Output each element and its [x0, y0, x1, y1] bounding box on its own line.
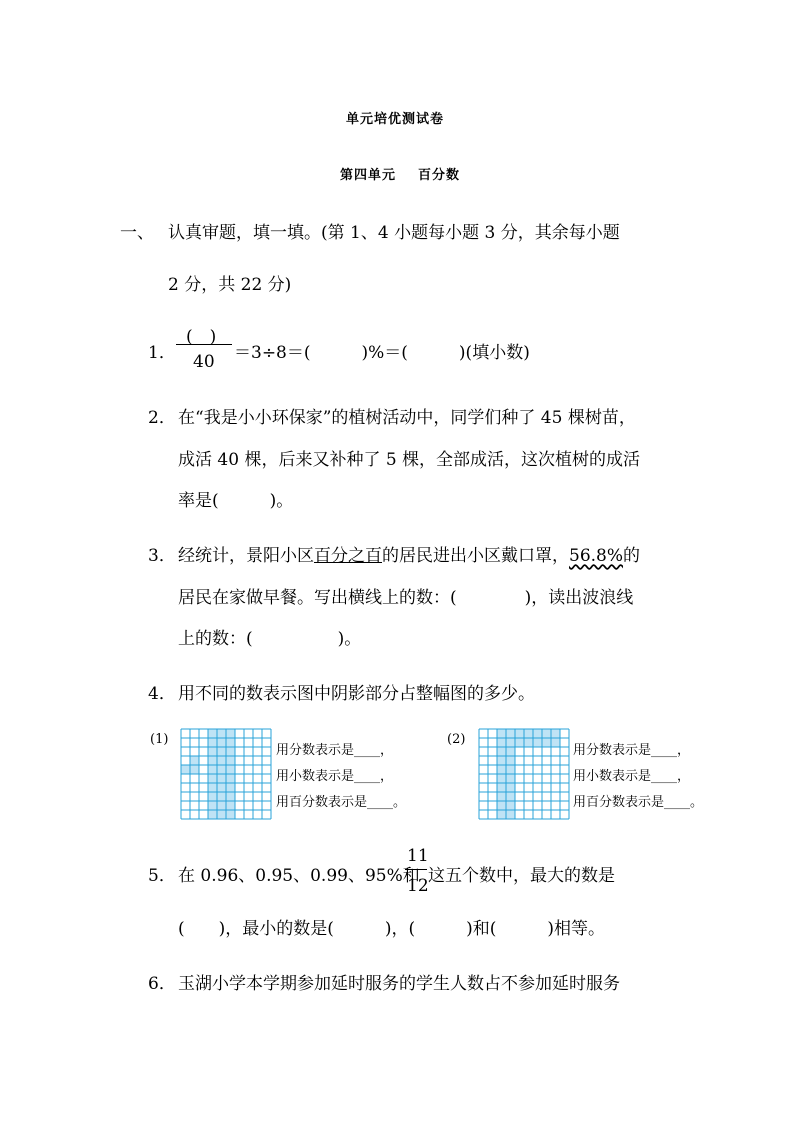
- shaded-cell: [217, 729, 226, 738]
- q3-line2: 居民在家做早餐。写出横线上的数：( )，读出波浪线: [178, 588, 634, 608]
- shaded-cell: [217, 747, 226, 756]
- shaded-cell: [497, 783, 506, 792]
- q1-number: 1．: [148, 343, 176, 363]
- shaded-cell: [208, 729, 217, 738]
- shaded-cell: [533, 738, 542, 747]
- q1-fraction-numerator: ( ): [186, 327, 217, 347]
- shaded-cell: [217, 756, 226, 765]
- shaded-cell: [542, 738, 551, 747]
- shaded-cell: [190, 756, 199, 765]
- shaded-cell: [497, 792, 506, 801]
- shaded-cell: [506, 738, 515, 747]
- shaded-cell: [533, 729, 542, 738]
- shaded-cell: [497, 729, 506, 738]
- q4-number: 4．: [148, 684, 176, 704]
- shaded-cell: [181, 765, 190, 774]
- q6-number: 6．: [148, 974, 176, 994]
- shaded-cell: [217, 792, 226, 801]
- shaded-cell: [217, 738, 226, 747]
- shaded-cell: [217, 810, 226, 819]
- section-number: 一、: [120, 223, 154, 243]
- q5-line1-start: 在 0.96、0.95、0.99、95%和: [178, 866, 420, 886]
- shaded-cell: [208, 738, 217, 747]
- q3-line1-start: 经统计，景阳小区: [178, 546, 314, 566]
- shaded-cell: [226, 801, 235, 810]
- q1-equation: ＝3÷8＝( )%＝( )(填小数): [234, 343, 530, 363]
- shaded-cell: [208, 801, 217, 810]
- q5-line1-end: 这五个数中，最大的数是: [428, 866, 615, 886]
- shaded-cell: [551, 738, 560, 747]
- q4-part1-label: (1): [150, 732, 169, 747]
- q5-fraction-denominator: 12: [407, 876, 429, 896]
- shaded-cell: [506, 810, 515, 819]
- q3-wavy-number: 56.8%: [569, 546, 624, 566]
- shaded-cell: [497, 747, 506, 756]
- shaded-cell: [190, 765, 199, 774]
- q2-line3: 率是( )。: [178, 491, 294, 511]
- q3-number: 3．: [148, 546, 176, 566]
- q4-part1-percent: 用百分数表示是____。: [276, 795, 407, 810]
- q1-fraction-denominator: 40: [193, 352, 215, 372]
- q5-number: 5．: [148, 866, 176, 886]
- shaded-cell: [497, 801, 506, 810]
- shaded-cell: [217, 774, 226, 783]
- shaded-cell: [497, 765, 506, 774]
- q2-line2: 成活 40 棵，后来又补种了 5 棵，全部成活，这次植树的成活: [178, 450, 641, 470]
- shaded-cell: [208, 756, 217, 765]
- shaded-cell: [217, 783, 226, 792]
- shaded-cell: [226, 756, 235, 765]
- shaded-cell: [497, 774, 506, 783]
- section-instructions-line2: 2 分，共 22 分): [168, 275, 292, 295]
- shaded-cell: [226, 729, 235, 738]
- shaded-cell: [515, 729, 524, 738]
- shaded-cell: [208, 792, 217, 801]
- shaded-cell: [515, 738, 524, 747]
- shaded-cell: [208, 747, 217, 756]
- shaded-cell: [542, 729, 551, 738]
- q3-line3: 上的数：( )。: [178, 629, 362, 649]
- shaded-cell: [506, 729, 515, 738]
- unit-topic: 百分数: [418, 168, 461, 183]
- shaded-cell: [506, 765, 515, 774]
- q4-part1-decimal: 用小数表示是____，: [276, 769, 394, 784]
- shaded-cell: [226, 747, 235, 756]
- page-title: 单元培优测试卷: [346, 112, 445, 127]
- q6-line1: 玉湖小学本学期参加延时服务的学生人数占不参加延时服务: [178, 974, 620, 994]
- shaded-cell: [226, 774, 235, 783]
- shaded-cell: [217, 801, 226, 810]
- shaded-cell: [226, 810, 235, 819]
- q4-part1-grid: [180, 728, 272, 820]
- shaded-cell: [506, 801, 515, 810]
- shaded-cell: [497, 810, 506, 819]
- q3-underlined-number: 百分之百: [314, 546, 382, 566]
- shaded-cell: [524, 738, 533, 747]
- q4-part2-label: (2): [447, 732, 466, 747]
- shaded-cell: [506, 792, 515, 801]
- shaded-cell: [208, 765, 217, 774]
- shaded-cell: [208, 810, 217, 819]
- q2-number: 2．: [148, 408, 176, 428]
- q2-line1: 在“我是小小环保家”的植树活动中，同学们种了 45 棵树苗，: [178, 408, 636, 428]
- q3-line1: [178, 541, 640, 566]
- q3-line1-end: 的: [623, 546, 641, 566]
- shaded-cell: [226, 792, 235, 801]
- shaded-cell: [524, 729, 533, 738]
- shaded-cell: [497, 738, 506, 747]
- shaded-cell: [208, 783, 217, 792]
- unit-subtitle: [340, 164, 460, 183]
- q5-fraction-bar: [405, 869, 427, 870]
- section-instructions-line1: 认真审题，填一填。(第 1、4 小题每小题 3 分，其余每小题: [168, 223, 620, 243]
- q4-part2-percent: 用百分数表示是____。: [573, 795, 704, 810]
- q3-line1-middle: 的居民进出小区戴口罩，: [382, 546, 569, 566]
- shaded-cell: [551, 729, 560, 738]
- q4-part2-fraction: 用分数表示是____，: [573, 743, 691, 758]
- shaded-cell: [506, 774, 515, 783]
- q5-fraction-numerator: 11: [407, 846, 429, 866]
- shaded-cell: [217, 765, 226, 774]
- shaded-cell: [226, 783, 235, 792]
- q5-line2: ( )，最小的数是( )，( )和( )相等。: [178, 919, 606, 939]
- q4-part2-grid: [478, 728, 570, 820]
- shaded-cell: [497, 756, 506, 765]
- shaded-cell: [506, 756, 515, 765]
- q4-part2-decimal: 用小数表示是____，: [573, 769, 691, 784]
- shaded-cell: [208, 774, 217, 783]
- shaded-cell: [226, 765, 235, 774]
- q1-fraction-bar: [176, 344, 232, 345]
- unit-number: 第四单元: [340, 168, 397, 183]
- q4-text: 用不同的数表示图中阴影部分占整幅图的多少。: [178, 684, 535, 704]
- shaded-cell: [506, 747, 515, 756]
- shaded-cell: [506, 783, 515, 792]
- q4-part1-fraction: 用分数表示是____，: [276, 743, 394, 758]
- shaded-cell: [226, 738, 235, 747]
